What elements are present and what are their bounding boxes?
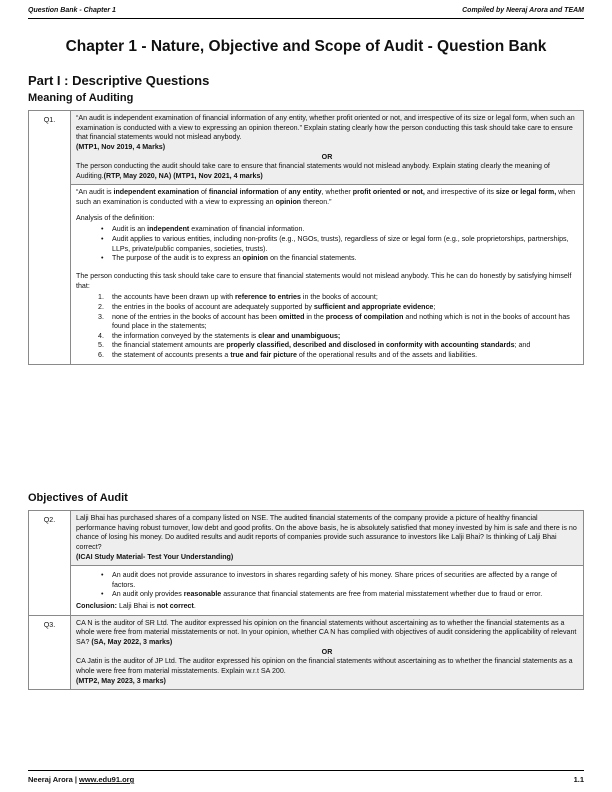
question-b: The person conducting the audit should take care to ensure that financial statements would not mislead anybody. Explain stating clearly the meaning of Auditing.	[76, 162, 550, 180]
part-heading: Part I : Descriptive Questions	[28, 73, 210, 88]
or-separator: OR	[321, 152, 333, 161]
answer-row	[29, 185, 584, 364]
page-footer	[28, 770, 584, 784]
section-heading-objectives: Objectives of Audit	[28, 492, 128, 504]
analysis-title: Analysis of the definition:	[76, 213, 155, 222]
list-item: • An audit only provides reasonable assurance that financial statements are free from material misstatement whether due to fraud or error.	[102, 590, 578, 600]
answer-text	[71, 185, 584, 364]
conclusion: Conclusion: Lalji Bhai is not correct.	[76, 602, 196, 611]
header-right: Compiled by Neeraj Arora and TEAM	[462, 7, 584, 14]
footer-author: Neeraj Arora |	[28, 775, 80, 784]
question-number: Q1.	[29, 111, 71, 365]
question-text	[71, 615, 584, 689]
question-source-a: (MTP1, Nov 2019, 4 Marks)	[76, 142, 166, 151]
numbered-list	[98, 293, 578, 360]
list-item: 4. the information conveyed by the statements is clear and unambiguous;	[98, 331, 341, 340]
answer-row	[29, 566, 584, 616]
page-header	[28, 7, 584, 19]
question-a: “An audit is independent examination of financial information of any entity, whether profit oriented or not, and irrespective of its size or legal form, when such an examination is conducted with a view to expressing an opinion thereon.” Explain stating clearly how the person conducting this task should take care to ensure that financial statements would not mislead anybody.	[76, 114, 575, 142]
footer-link[interactable]: www.edu91.org	[79, 775, 135, 784]
analysis-list	[102, 225, 578, 264]
question-number: Q3.	[29, 615, 71, 689]
question-row	[29, 511, 584, 566]
footer-left	[28, 775, 134, 784]
list-item: 6. the statement of accounts presents a true and fair picture of the operational results and of the assets and liabilities.	[98, 351, 478, 360]
section-heading-meaning: Meaning of Auditing	[28, 92, 134, 104]
answer-text	[71, 566, 584, 616]
answer-list	[102, 571, 578, 600]
question-b: CA Jatin is the auditor of JP Ltd. The auditor expressed his opinion on the financial statements without ascertaining as to whether the financial statements as a whole were free from material misstatements. Explain w.r.t SA 200.	[76, 657, 573, 675]
question-number: Q2.	[29, 511, 71, 616]
answer-paragraph: The person conducting this task should take care to ensure that financial statements would not mislead anybody. This he can do honestly by satisfying himself that:	[76, 271, 572, 290]
list-item: 2. the entries in the books of account are adequately supported by sufficient and appropriate evidence;	[98, 302, 436, 311]
question-text	[71, 111, 584, 185]
page-number: 1.1	[573, 775, 584, 784]
question-source-a: (SA, May 2022, 3 marks)	[91, 638, 173, 647]
list-item: • The purpose of the audit is to express an opinion on the financial statements.	[102, 254, 578, 264]
question-body: Lalji Bhai has purchased shares of a company listed on NSE. The audited financial statements of the company provide a picture of healthy financial performance having robust turnover, low debt and good profits. On the above basis, he is absolutely satisfied that money invested by him is safe and there is no chance of losing his money. Do audited results and audit reports of companies provide such assurance to investors like Lalji Bhai? Is thinking of Lalji Bhai correct?	[76, 514, 577, 551]
document-title: Chapter 1 - Nature, Objective and Scope of Audit - Question Bank	[65, 38, 547, 55]
question-source-b: (RTP, May 2020, NA) (MTP1, Nov 2021, 4 marks)	[103, 171, 263, 180]
question-table-q2-q3	[28, 510, 584, 690]
question-text	[71, 511, 584, 566]
list-item: 5. the financial statement amounts are properly classified, described and disclosed in conformity with accounting standards; and	[98, 341, 531, 350]
question-table-q1	[28, 110, 584, 365]
question-a: CA N is the auditor of SR Ltd. The auditor expressed his opinion on the financial statements without ascertaining as to whether the financial statements as a whole were free from material misstatements or not. In your opinion, whether CA N has complied with objectives of audit considering the applicability of relevant SA?	[76, 618, 577, 647]
question-row	[29, 111, 584, 185]
definition-paragraph: “An audit is independent examination of financial information of any entity, whether profit oriented or not, and irrespective of its size or legal form, when such an examination is conducted with a view to expressing an opinion thereon.”	[76, 188, 576, 207]
list-item: 3. none of the entries in the books of account has been omitted in the process of compilation and nothing which is not in the books of account has found place in the statements;	[98, 312, 570, 331]
question-source: (ICAI Study Material- Test Your Understanding)	[76, 552, 234, 561]
list-item: • Audit is an independent examination of financial information.	[102, 225, 578, 235]
list-item: 1. the accounts have been drawn up with reference to entries in the books of account;	[98, 293, 378, 302]
list-item: • Audit applies to various entities, including non-profits (e.g., NGOs, trusts), regardless of size or legal form (e.g., sole proprietorships, partnerships, LLPs, private/public companies, societies, trusts).	[102, 235, 578, 254]
list-item: • An audit does not provide assurance to investors in shares regarding safety of his money. Share prices of securities are affected by a range of factors.	[102, 571, 578, 590]
question-row	[29, 615, 584, 689]
header-left: Question Bank - Chapter 1	[28, 7, 116, 14]
question-source-b: (MTP2, May 2023, 3 marks)	[76, 676, 166, 685]
or-separator: OR	[321, 647, 333, 656]
